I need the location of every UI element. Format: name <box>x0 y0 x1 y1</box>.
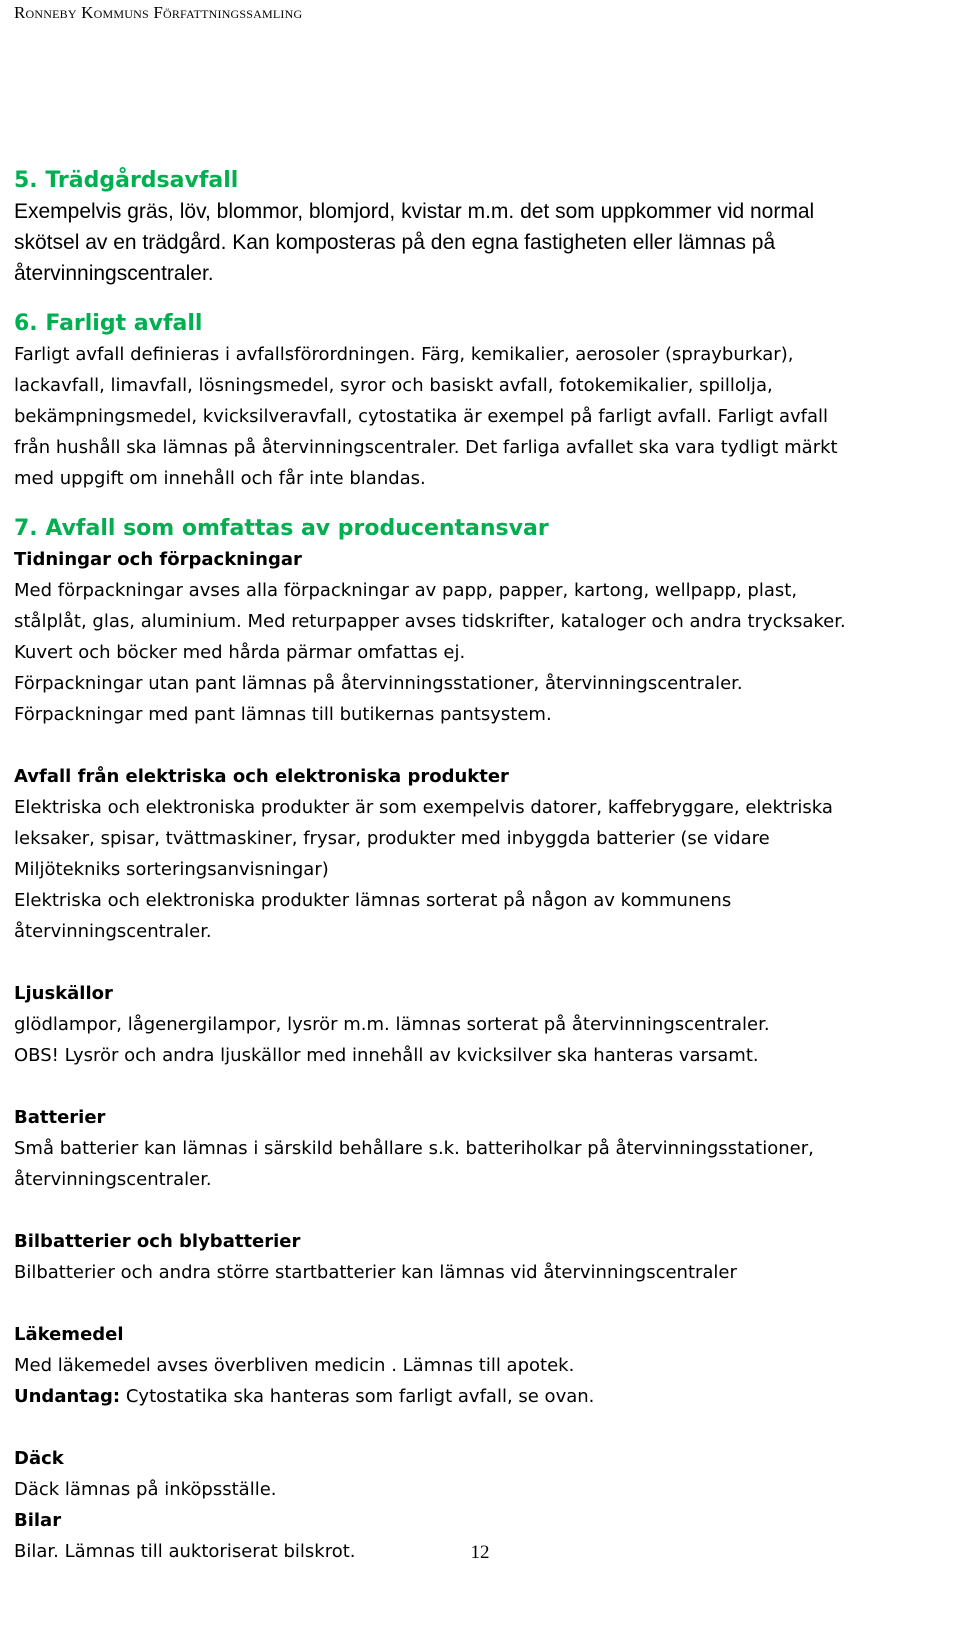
subsection-bilbatterier <box>14 1226 949 1288</box>
text-line: Bilbatterier och andra större startbatterier kan lämnas vid återvinningscentraler <box>14 1262 737 1283</box>
subsection-title: Bilar <box>14 1510 62 1531</box>
text-line: Kuvert och böcker med hårda pärmar omfattas ej. <box>14 642 466 663</box>
text-line: OBS! Lysrör och andra ljuskällor med innehåll av kvicksilver ska hanteras varsamt. <box>14 1045 759 1066</box>
text-line: från hushåll ska lämnas på återvinningscentraler. Det farliga avfallet ska vara tydligt märkt <box>14 437 838 458</box>
section-text <box>14 339 949 494</box>
subsection-text <box>14 1474 949 1505</box>
subsection-dack <box>14 1443 949 1505</box>
subsection-title: Ljuskällor <box>14 983 113 1004</box>
subsection-text <box>14 792 949 947</box>
subsection-text <box>14 575 949 730</box>
text-line: återvinningscentraler. <box>14 1169 212 1190</box>
text-line: leksaker, spisar, tvättmaskiner, frysar, produkter med inbyggda batterier (se vidare <box>14 828 770 849</box>
subsection-title: Däck <box>14 1448 64 1469</box>
text-line: Bilar. Lämnas till auktoriserat bilskrot. <box>14 1541 356 1562</box>
subsection-text <box>14 1133 949 1195</box>
exception-line <box>14 1381 949 1412</box>
text-line: Förpackningar med pant lämnas till butikernas pantsystem. <box>14 704 552 725</box>
text-line: Däck lämnas på inköpsställe. <box>14 1479 277 1500</box>
text-line: Med läkemedel avses överbliven medicin . Lämnas till apotek. <box>14 1355 575 1376</box>
text-line: återvinningscentraler. <box>14 262 214 285</box>
subsection-elektriska <box>14 761 949 947</box>
subsection-text <box>14 1350 949 1412</box>
exception-label: Undantag: <box>14 1386 121 1407</box>
text-line: Exempelvis gräs, löv, blommor, blomjord, kvistar m.m. det som uppkommer vid normal <box>14 200 815 223</box>
text-line: Elektriska och elektroniska produkter är som exempelvis datorer, kaffebryggare, elektriska <box>14 797 833 818</box>
section-7 <box>14 514 949 1567</box>
text-line: lackavfall, limavfall, lösningsmedel, syror och basiskt avfall, fotokemikalier, spillolja, <box>14 375 773 396</box>
text-line: Farligt avfall definieras i avfallsförordningen. Färg, kemikalier, aerosoler (sprayburkar), <box>14 344 794 365</box>
subsection-title: Bilbatterier och blybatterier <box>14 1231 301 1252</box>
page-number: 12 <box>470 1542 490 1563</box>
text-line: med uppgift om innehåll och får inte blandas. <box>14 468 426 489</box>
text-line: Elektriska och elektroniska produkter lämnas sorterat på någon av kommunens <box>14 890 732 911</box>
text-line: Miljötekniks sorteringsanvisningar) <box>14 859 329 880</box>
subsection-title: Läkemedel <box>14 1324 124 1345</box>
page-header: Ronneby Kommuns Författningssamling <box>14 3 303 22</box>
document-body <box>14 166 949 1567</box>
text-line: skötsel av en trädgård. Kan komposteras på den egna fastigheten eller lämnas på <box>14 231 776 254</box>
subsection-tidningar <box>14 544 949 730</box>
text-line: Förpackningar utan pant lämnas på återvinningsstationer, återvinningscentraler. <box>14 673 743 694</box>
text-line: Med förpackningar avses alla förpackningar av papp, papper, kartong, wellpapp, plast, <box>14 580 798 601</box>
text-line: Små batterier kan lämnas i särskild behållare s.k. batteriholkar på återvinningsstationer, <box>14 1138 814 1159</box>
section-heading: 7. Avfall som omfattas av producentansvar <box>14 516 549 541</box>
section-heading: 5. Trädgårdsavfall <box>14 168 239 193</box>
subsection-batterier <box>14 1102 949 1195</box>
subsection-ljuskallor <box>14 978 949 1071</box>
text-line: bekämpningsmedel, kvicksilveravfall, cytostatika är exempel på farligt avfall. Farligt avfall <box>14 406 829 427</box>
subsection-title: Tidningar och förpackningar <box>14 549 302 570</box>
subsection-lakemedel <box>14 1319 949 1412</box>
text-line: återvinningscentraler. <box>14 921 212 942</box>
section-heading: 6. Farligt avfall <box>14 311 203 336</box>
subsection-text <box>14 1257 949 1288</box>
section-5 <box>14 166 949 289</box>
subsection-title: Avfall från elektriska och elektroniska produkter <box>14 766 509 787</box>
subsection-title: Batterier <box>14 1107 106 1128</box>
section-6 <box>14 309 949 494</box>
text-line: stålplåt, glas, aluminium. Med returpapper avses tidskrifter, kataloger och andra trycksaker. <box>14 611 846 632</box>
section-text <box>14 196 949 289</box>
subsection-text <box>14 1009 949 1071</box>
exception-text: Cytostatika ska hanteras som farligt avfall, se ovan. <box>120 1386 595 1407</box>
text-line: glödlampor, lågenergilampor, lysrör m.m. lämnas sorterat på återvinningscentraler. <box>14 1014 770 1035</box>
